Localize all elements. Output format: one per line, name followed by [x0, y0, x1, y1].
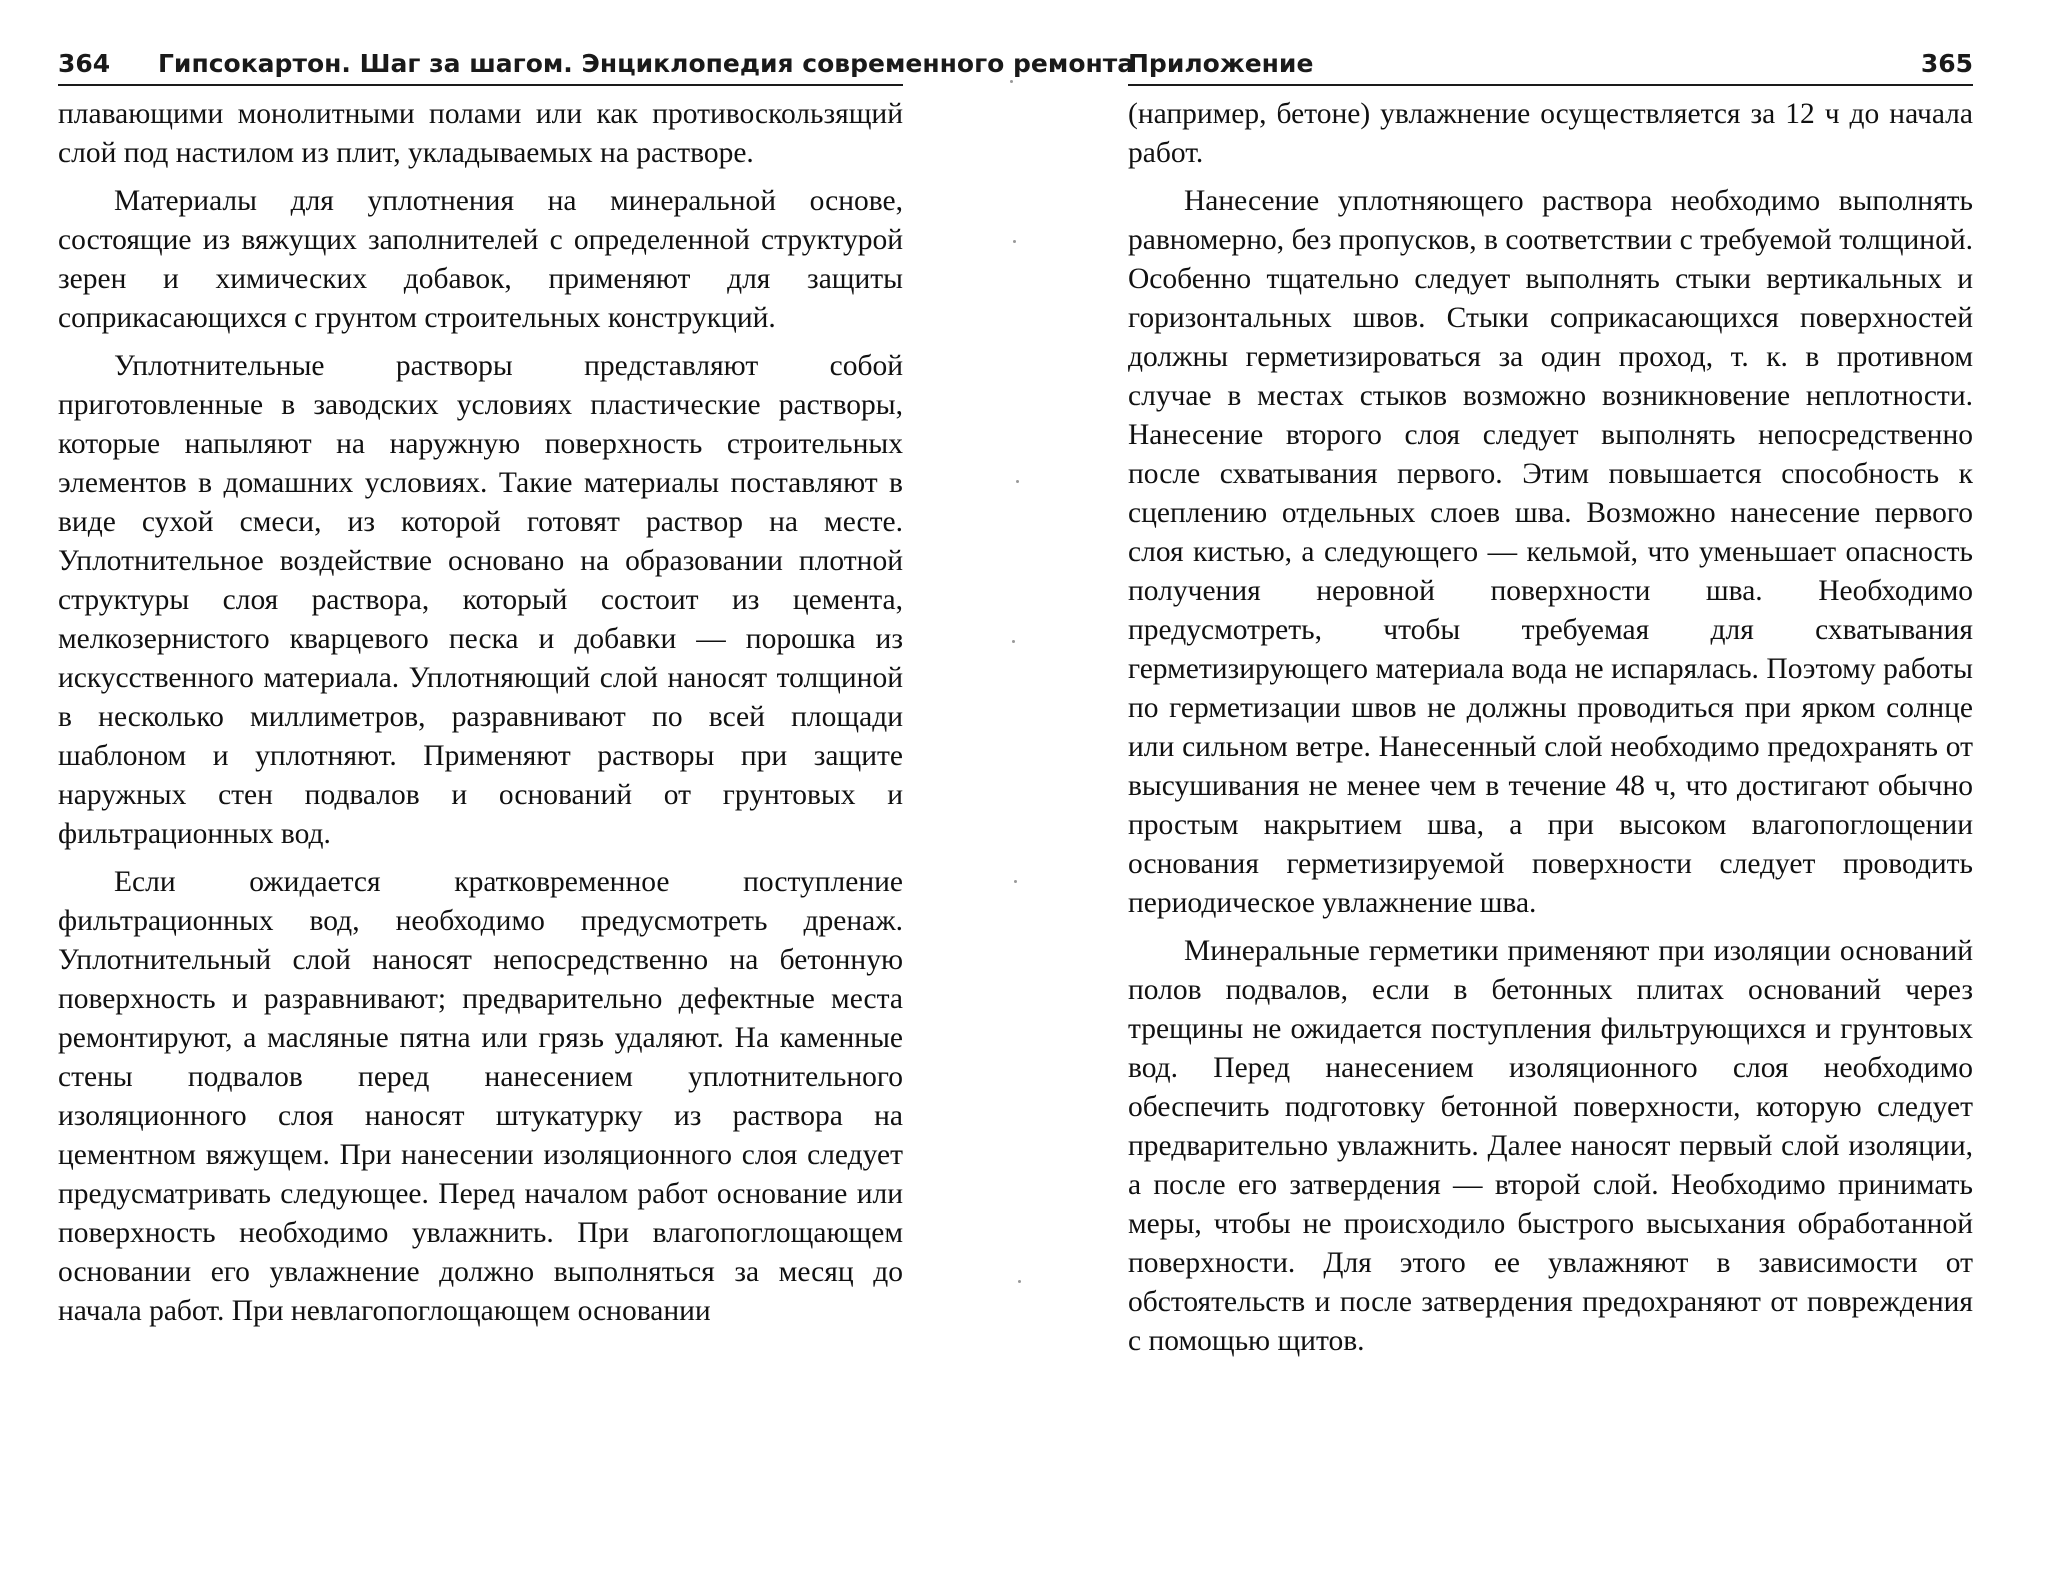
right-running-head: [1128, 40, 1973, 86]
left-page: [58, 40, 1135, 1520]
left-page-number: 364: [58, 49, 111, 78]
gutter-speck: [1012, 640, 1015, 643]
left-running-title: Гипсокартон. Шаг за шагом. Энциклопедия современного ремонта: [158, 49, 1135, 78]
gutter-speck: [1016, 480, 1019, 483]
right-running-title: Приложение: [1128, 49, 1314, 78]
paragraph: Материалы для уплотнения на минеральной основе, состоящие из вяжущих заполнителей с определенной структурой зерен и химических добавок, применяют для защиты соприкасающихся с грунтом строительных конструкций.: [58, 185, 903, 334]
right-body-text: [1128, 95, 1973, 1361]
right-page: [1128, 40, 1973, 1520]
paragraph: Если ожидается кратковременное поступление фильтрационных вод, необходимо предусмотреть дренаж. Уплотнительный слой наносят непосредственно на бетонную поверхность и разравнивают; предварительно дефектные места ремонтируют, а масляные пятна или грязь удаляют. На каменные стены подвалов перед нанесением уплотнительного изоляционного слоя наносят штукатурку из раствора на цементном вяжущем. При нанесении изоляционного слоя следует предусматривать следующее. Перед началом работ основание или поверхность необходимо увлажнить. При влагопоглощающем основании его увлажнение должно выполняться за месяц до начала работ. При невлагопоглощающем основании: [58, 866, 903, 1327]
left-body-text: [58, 95, 903, 1331]
paragraph: Уплотнительные растворы представляют собой приготовленные в заводских условиях пластические растворы, которые напыляют на наружную поверхность строительных элементов в домашних условиях. Такие материалы поставляют в виде сухой смеси, из которой готовят раствор на месте. Уплотнительное воздействие основано на образовании плотной структуры слоя раствора, который состоит из цемента, мелкозернистого кварцевого песка и добавки — порошка из искусственного материала. Уплотняющий слой наносят толщиной в несколько миллиметров, разравнивают по всей площади шаблоном и уплотняют. Применяют растворы при защите наружных стен подвалов и оснований от грунтовых и фильтрационных вод.: [58, 350, 903, 850]
paragraph: Нанесение уплотняющего раствора необходимо выполнять равномерно, без пропусков, в соответствии с требуемой толщиной. Особенно тщательно следует выполнять стыки вертикальных и горизонтальных швов. Стыки соприкасающихся поверхностей должны герметизироваться за один проход, т. к. в противном случае в местах стыков возможно возникновение неплотности. Нанесение второго слоя следует выполнять непосредственно после схватывания первого. Этим повышается способность к сцеплению отдельных слоев шва. Возможно нанесение первого слоя кистью, а следующего — кельмой, что уменьшает опасность получения неровной поверхности шва. Необходимо предусмотреть, чтобы требуемая для схватывания герметизирующего материала вода не испарялась. Поэтому работы по герметизации швов не должны проводиться при ярком солнце или сильном ветре. Нанесенный слой необходимо предохранять от высушивания не менее чем в течение 48 ч, что достигают обычно простым накрытием шва, а при высоком влагопоглощении основания герметизируемой поверхности следует проводить периодическое увлажнение шва.: [1128, 185, 1973, 919]
gutter-speck: [1010, 80, 1013, 83]
gutter-speck: [1013, 240, 1016, 243]
left-running-head: [58, 40, 1135, 86]
paragraph: плавающими монолитными полами или как противоскользящий слой под настилом из плит, укладываемых на растворе.: [58, 98, 903, 169]
gutter-speck: [1014, 880, 1017, 883]
paragraph: (например, бетоне) увлажнение осуществляется за 12 ч до начала работ.: [1128, 98, 1973, 169]
gutter-speck: [1018, 1280, 1021, 1283]
right-page-number: 365: [1920, 49, 1973, 78]
paragraph: Минеральные герметики применяют при изоляции оснований полов подвалов, если в бетонных плитах оснований через трещины не ожидается поступления фильтрующихся и грунтовых вод. Перед нанесением изоляционного слоя необходимо обеспечить подготовку бетонной поверхности, которую следует предварительно увлажнить. Далее наносят первый слой изоляции, а после его затвердения — второй слой. Необходимо принимать меры, чтобы не происходило быстрого высыхания обработанной поверхности. Для этого ее увлажняют в зависимости от обстоятельств и после затвердения предохраняют от повреждения с помощью щитов.: [1128, 935, 1973, 1357]
